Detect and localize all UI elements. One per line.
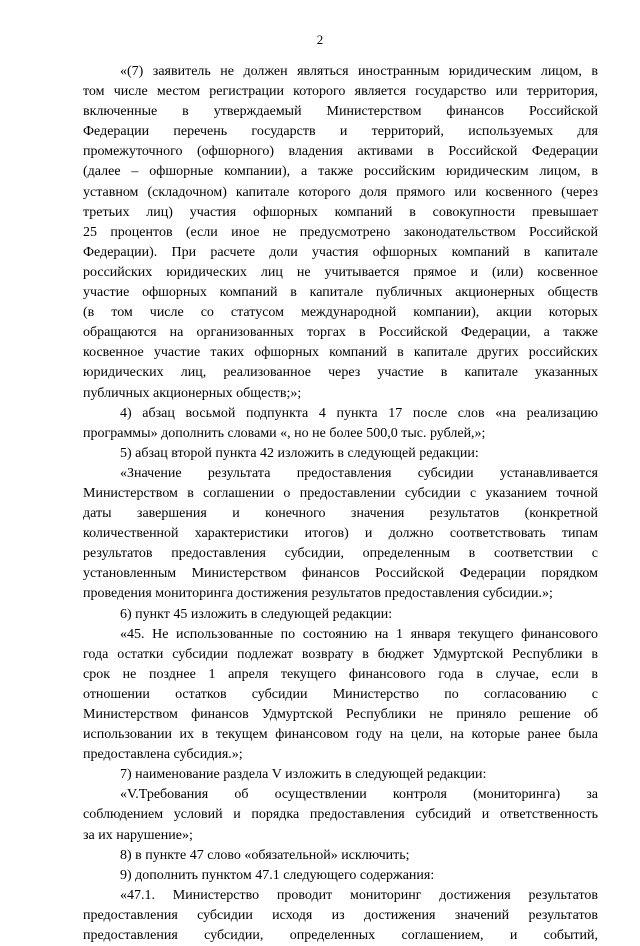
text-line: промежуточного (офшорного) владения активами в Российской Федерации xyxy=(83,144,598,160)
text-line: года остатки субсидии подлежат возврату в бюджет Удмуртской Республики в xyxy=(83,646,598,662)
text-line: срок не позднее 1 апреля текущего финансового года в случае, если в xyxy=(83,666,598,682)
text-line: 7) наименование раздела V изложить в следующей редакции: xyxy=(120,767,487,783)
text-line: «45. Не использованные по состоянию на 1 января текущего финансового xyxy=(120,626,598,642)
text-line: уставном (складочном) капитале которого доля прямого или косвенного (через xyxy=(83,184,598,200)
text-line: (в том числе со статусом международной компании), акции которых xyxy=(83,305,598,321)
text-line: третьих лиц) участия офшорных компаний в совокупности превышает xyxy=(83,204,598,220)
text-line: «47.1. Министерство проводит мониторинг достижения результатов xyxy=(120,887,598,903)
text-line: 4) абзац восьмой подпункта 4 пункта 17 после слов «на реализацию xyxy=(120,405,598,421)
text-line: Федерации). При расчете доли участия офшорных компаний в капитале xyxy=(83,244,598,260)
text-line: «(7) заявитель не должен являться иностранным юридическим лицом, в xyxy=(120,64,598,79)
text-line: использовании их в текущем финансовом году на цели, на которые ранее была xyxy=(83,727,598,743)
text-line: соблюдением условий и порядка предоставления субсидий и ответственность xyxy=(83,807,598,823)
text-line: Министерством финансов Удмуртской Республики не приняло решение об xyxy=(83,707,598,722)
text-line: проведения мониторинга достижения результатов предоставления субсидии.»; xyxy=(83,586,553,602)
text-line: том числе местом регистрации которого является государство или территория, xyxy=(83,84,598,100)
text-line: установленным Министерством финансов Российской Федерации порядком xyxy=(83,566,598,582)
text-line: 25 процентов (если иное не предусмотрено законодательством Российской xyxy=(83,224,598,240)
text-line: 6) пункт 45 изложить в следующей редакции: xyxy=(120,606,393,622)
text-line: Министерством в соглашении о предоставлении субсидии с указанием точной xyxy=(83,485,598,501)
text-line: даты завершения и конечного значения результатов (конкретной xyxy=(83,506,598,522)
text-line: Федерации перечень государств и территорий, используемых для xyxy=(83,124,598,140)
page-number: 2 xyxy=(316,32,324,47)
text-line: юридических лиц, реализованное через участие в капитале указанных xyxy=(83,365,598,381)
text-line: 9) дополнить пунктом 47.1 следующего содержания: xyxy=(120,867,435,883)
document-body xyxy=(83,62,598,946)
text-line: предоставления субсидии исходя из достижения значений результатов xyxy=(83,907,598,923)
text-line: (далее – офшорные компании), а также российским юридическим лицом, в xyxy=(83,164,598,180)
text-line: предоставления субсидии, определенных соглашением, и событий, xyxy=(83,928,598,944)
text-line: публичных акционерных обществ;»; xyxy=(83,385,302,401)
text-line: предоставлена субсидия.»; xyxy=(83,747,243,763)
text-line: российских юридических лиц не учитывается прямое и (или) косвенное xyxy=(83,264,598,280)
text-line: «V.Требования об осуществлении контроля (мониторинга) за xyxy=(120,787,598,803)
text-line: включенные в утверждаемый Министерством финансов Российской xyxy=(83,104,598,120)
text-line: «Значение результата предоставления субсидии устанавливается xyxy=(120,465,598,481)
text-line: участие офшорных компаний в капитале публичных акционерных обществ xyxy=(83,285,598,301)
text-line: 8) в пункте 47 слово «обязательной» исключить; xyxy=(120,847,410,863)
text-line: отношении остатков субсидии Министерство по согласованию с xyxy=(83,686,598,702)
text-line: количественной характеристики итогов) и должно соответствовать типам xyxy=(83,526,598,542)
text-line: 5) абзац второй пункта 42 изложить в следующей редакции: xyxy=(120,445,479,461)
text-line: обращаются на организованных торгах в Российской Федерации, а также xyxy=(83,325,598,341)
text-line: за их нарушение»; xyxy=(83,827,193,843)
text-line: результатов предоставления субсидии, определенным в соответствии с xyxy=(83,546,598,562)
text-line: программы» дополнить словами «, но не более 500,0 тыс. рублей,»; xyxy=(83,425,486,441)
text-line: косвенное участие таких офшорных компаний в капитале других российских xyxy=(83,345,598,361)
